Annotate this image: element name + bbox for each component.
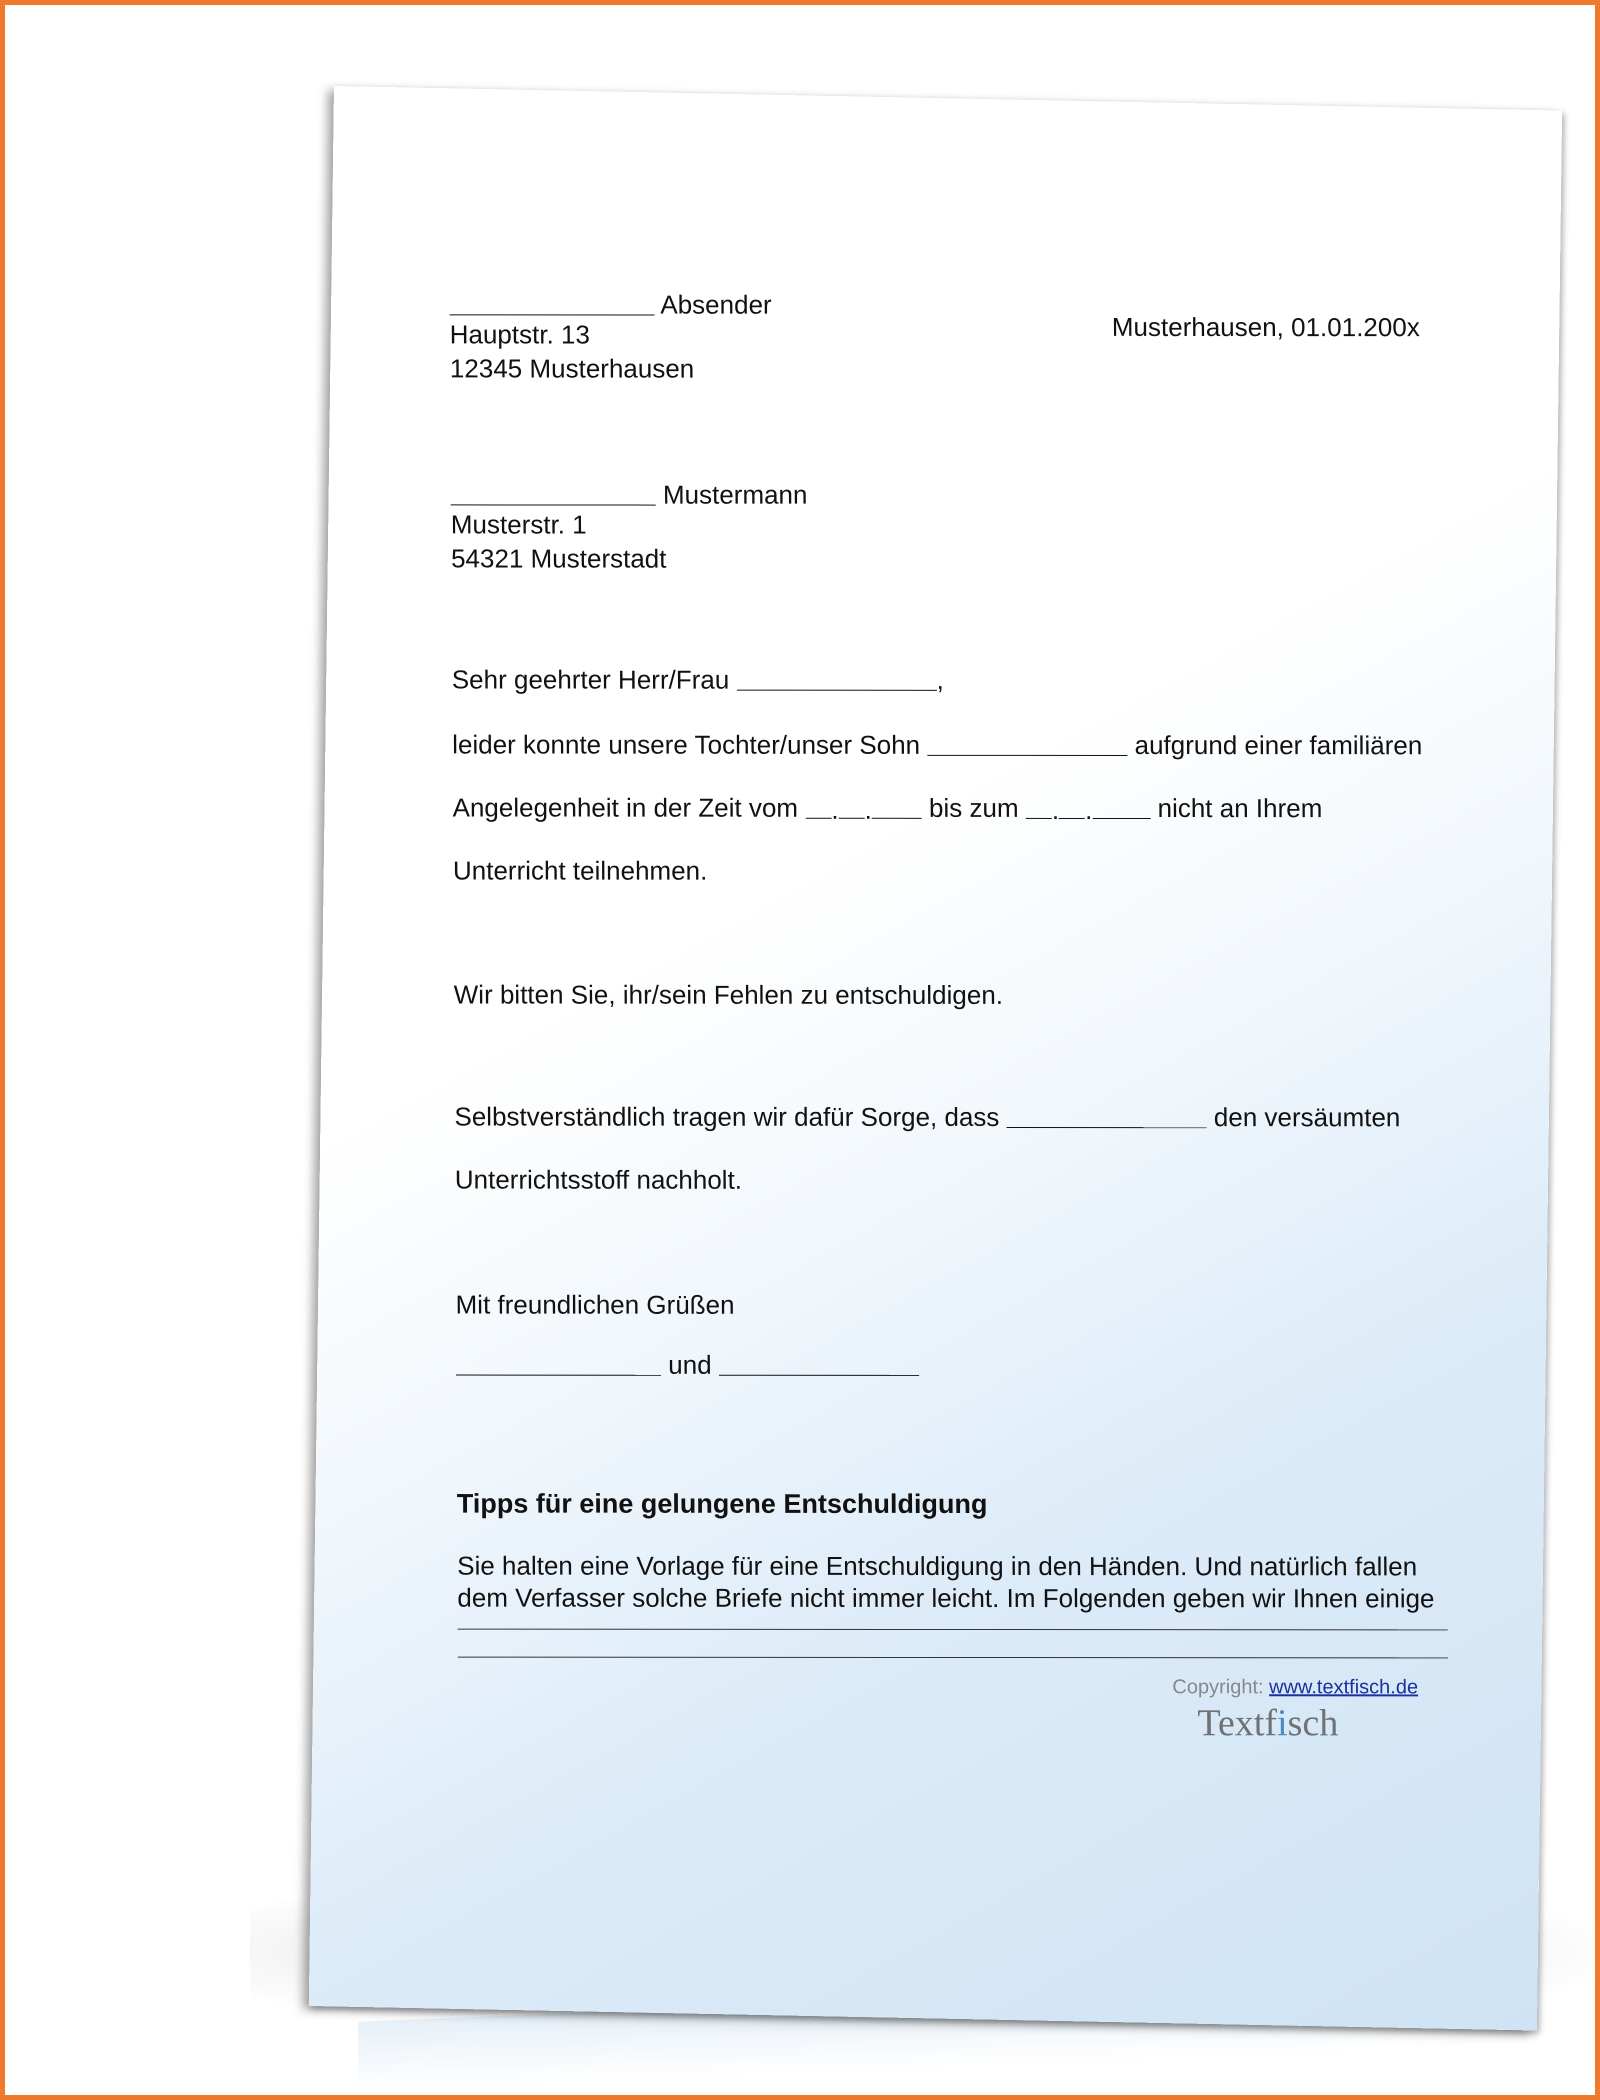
footer-rule-2 [458, 1657, 1448, 1659]
logo-fish-letter: i [1276, 1702, 1288, 1745]
date-to-blank: . . [1026, 794, 1151, 828]
sender-label: Absender [660, 289, 772, 320]
document-sheet [309, 86, 1562, 2031]
date-line: Musterhausen, 01.01.200x [1111, 311, 1420, 343]
p2-end: nicht an Ihrem [1157, 793, 1323, 824]
p5-start: Selbstverständlich tragen wir dafür Sorge, dass [454, 1101, 1000, 1132]
salutation-line [452, 663, 944, 697]
p5-end: den versäumten [1213, 1102, 1401, 1133]
sender-name-blank [449, 290, 654, 315]
p2-mid: bis zum [928, 792, 1019, 823]
logo-text-start: Textf [1197, 1702, 1278, 1745]
child-name-blank [927, 731, 1127, 756]
date-from-blank: . . [805, 794, 922, 828]
p1-start: leider konnte unsere Tochter/unser Sohn [452, 729, 921, 760]
sender-street: Hauptstr. 13 [449, 319, 590, 350]
logo-text-end: sch [1287, 1702, 1339, 1745]
p2-start: Angelegenheit in der Zeit vom [452, 792, 799, 823]
signature-blank-2 [719, 1351, 919, 1376]
recipient-city: 54321 Musterstadt [450, 543, 667, 574]
copyright-line [1172, 1674, 1418, 1700]
closing: Mit freundlichen Grüßen [455, 1289, 735, 1320]
letter-content [449, 288, 1459, 1929]
salutation: Sehr geehrter Herr/Frau [451, 664, 730, 695]
signature-blank-1 [456, 1351, 661, 1376]
sender-city: 12345 Musterhausen [449, 353, 695, 384]
textfisch-logo [1197, 1699, 1338, 1749]
tips-line-2: dem Verfasser solche Briefe nicht immer leicht. Im Folgenden geben wir Ihnen einige [457, 1582, 1435, 1614]
footer-rule-1 [458, 1629, 1448, 1631]
recipient-name-line [451, 478, 808, 512]
signature-and: und [668, 1349, 712, 1380]
signature-line [456, 1349, 919, 1383]
paragraph-line-5 [454, 1100, 1400, 1135]
paragraph-line-1 [452, 728, 1422, 763]
salutation-blank [736, 666, 936, 691]
paragraph-line-2 [452, 791, 1322, 828]
salutation-comma: , [936, 664, 944, 695]
paragraph-line-6: Unterrichtsstoff nachholt. [454, 1164, 743, 1195]
copyright-link[interactable]: www.textfisch.de [1269, 1676, 1419, 1699]
recipient-name: Mustermann [662, 479, 808, 510]
p1-end: aufgrund einer familiären [1134, 729, 1423, 761]
child-name-blank-2 [1007, 1103, 1207, 1128]
recipient-street: Musterstr. 1 [450, 509, 587, 540]
paragraph-apology: Wir bitten Sie, ihr/sein Fehlen zu entschuldigen. [453, 979, 1004, 1010]
tips-line-1: Sie halten eine Vorlage für eine Entschuldigung in den Händen. Und natürlich fallen [457, 1550, 1418, 1582]
copyright-label: Copyright: [1172, 1676, 1264, 1699]
recipient-name-blank [451, 480, 656, 505]
paragraph-line-3: Unterricht teilnehmen. [452, 855, 708, 886]
tips-heading: Tipps für eine gelungene Entschuldigung [456, 1488, 988, 1520]
sender-name-line [449, 288, 771, 322]
